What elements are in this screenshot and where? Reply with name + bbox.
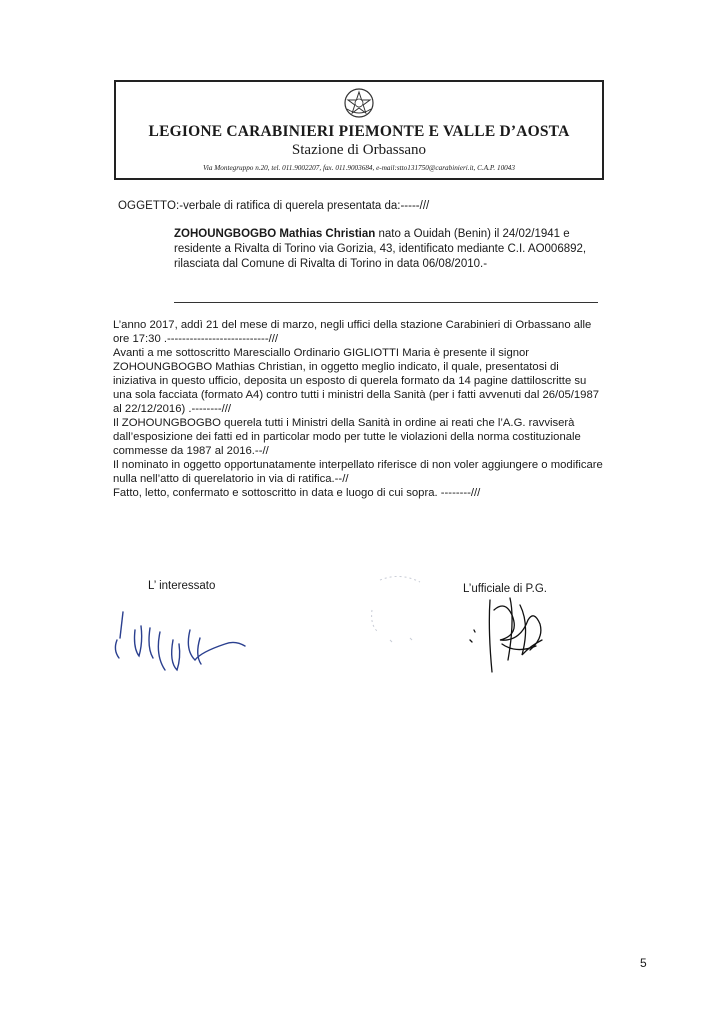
paragraph-date: L’anno 2017, addì 21 del mese di marzo, negli uffici della stazione Carabinieri di Orbassano alle ore 17:30 .---------------------------/// — [113, 319, 592, 345]
legion-title: LEGIONE CARABINIERI PIEMONTE E VALLE D’AOSTA — [148, 123, 570, 140]
person-details — [174, 227, 600, 272]
letterhead-box — [114, 80, 604, 180]
interested-party-label: L’ interessato — [148, 580, 216, 592]
subject-text: -verbale di ratifica di querela presentata da:-----/// — [179, 200, 430, 212]
paragraph-deposit: Avanti a me sottoscritto Maresciallo Ordinario GIGLIOTTI Maria è presente il signor ZOHOUNGBOGBO Mathias Christian, in oggetto meglio indicato, il quale, presentatosi di iniziativa in questo ufficio, deposita un esposto di querela formato da 14 pagine dattiloscritte su una sola facciata (formato A4) contro tutti i ministri della Sanità (per i fatti avvenuti dal 26/05/1987 al 22/12/2016) .--------/// — [113, 347, 600, 415]
interested-party-signature-icon — [95, 600, 265, 690]
paragraph-closing: Fatto, letto, confermato e sottoscritto in data e luogo di cui sopra. --------/// — [113, 487, 481, 499]
divider — [174, 302, 598, 303]
subject-label: OGGETTO: — [118, 200, 180, 212]
paragraph-confirmation: Il nominato in oggetto opportunatamente interpellato riferisce di non voler aggiungere o modificare nulla nell’atto di querelatorio in via di ratifica.--// — [113, 459, 603, 485]
station-name: Stazione di Orbassano — [291, 142, 427, 158]
report-body — [113, 318, 605, 500]
faint-stamp-icon — [360, 570, 440, 650]
italian-republic-emblem-icon — [343, 87, 375, 119]
station-address: Via Montegruppo n.20, tel. 011.9002207, fax. 011.9003684, e-mail:stto131750@carabinieri.it, C.A.P. 10043 — [203, 164, 515, 172]
subject-line — [118, 200, 429, 212]
person-info: nato a Ouidah (Benin) il 24/02/1941 e residente a Rivalta di Torino via Gorizia, 43, identificato mediante C.I. AO006892, rilasciata dal Comune di Rivalta di Torino in data 06/08/2010.- — [174, 228, 587, 270]
page-number: 5 — [640, 956, 647, 970]
paragraph-complaint: Il ZOHOUNGBOGBO querela tutti i Ministri della Sanità in ordine ai reati che l’A.G. ravviserà dall’esposizione dei fatti ed in particolar modo per tutte le violazioni della norma costituzionale commesse da 1987 al 2016.--// — [113, 417, 581, 457]
officer-label: L’ufficiale di P.G. — [463, 583, 547, 595]
officer-signature-icon — [460, 580, 570, 680]
person-name: ZOHOUNGBOGBO Mathias Christian — [174, 228, 376, 240]
